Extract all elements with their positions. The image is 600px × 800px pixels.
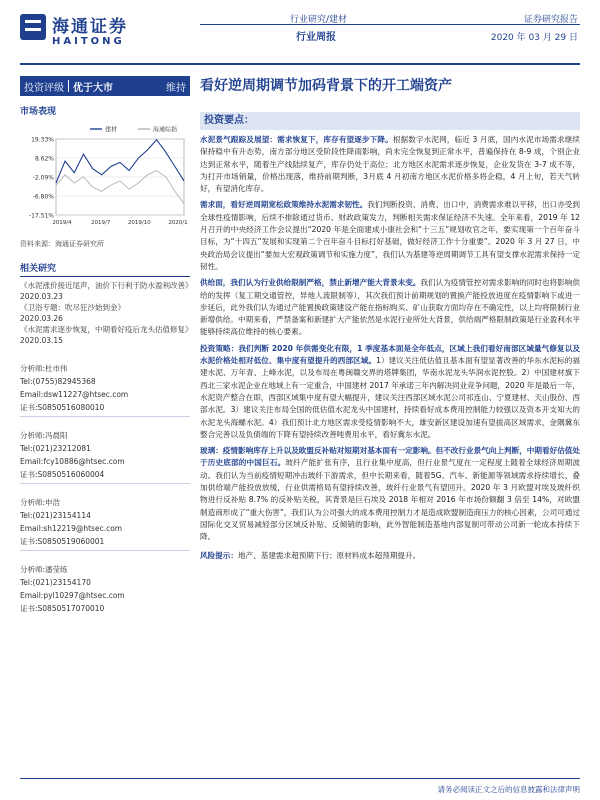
analyst-email[interactable]: Email:dsw11227@htsec.com (20, 390, 129, 399)
related-date-1: 2020.03.23 (20, 292, 63, 301)
analyst-card (20, 429, 190, 484)
analyst-cert: 证书:S0850516080010 (20, 403, 105, 412)
point-lead: 投资策略：我们判断 2020 年供需变化有限，1 季度基本面是全年低点，区域上我们看好南部区域量气修复以及水泥价格处相对低位、集中度有望提升的西部区域。 (200, 343, 580, 366)
y-tick-label: -6.80% (32, 193, 54, 201)
point-cement-outlook (200, 134, 580, 195)
point-lead: 水泥景气跟踪及展望：需求恢复下，库存有望逐步下降。 (200, 135, 393, 144)
y-tick-label: 8.62% (34, 155, 54, 163)
series-line-海通综指 (56, 171, 184, 204)
analyst-email[interactable]: Email:sh12219@htsec.com (20, 524, 123, 533)
related-item-1[interactable]: 《水泥涨价接近尾声，油价下行利于防水盈利改善》 (20, 281, 193, 290)
market-chart-svg (20, 121, 190, 233)
analyst-divider (20, 416, 190, 417)
related-date-3: 2020.03.15 (20, 336, 63, 345)
analyst-divider (20, 550, 190, 551)
analyst-cert: 证书:S0850516060004 (20, 470, 105, 479)
logo-chinese-name: 海通证券 (52, 17, 128, 37)
report-title: 看好逆周期调节加码背景下的开工端资产 (200, 78, 452, 94)
report-header (0, 0, 600, 66)
point-supply (200, 277, 580, 338)
analyst-card (20, 496, 190, 551)
report-subtype: 行业周报 (296, 32, 336, 43)
y-tick-label: -2.09% (32, 174, 54, 182)
x-tick-label: 2019/7 (90, 220, 111, 226)
analyst-cert: 证书:S0850517070010 (20, 604, 105, 613)
haitong-logo (20, 10, 140, 56)
haitong-logo-icon (20, 14, 46, 40)
analyst-email[interactable]: Email:fcy10886@htsec.com (20, 457, 125, 466)
analyst-name: 分析师:冯晨阳 (20, 431, 68, 440)
analyst-cert: 证书:S0850519060001 (20, 537, 105, 546)
footer-disclaimer: 请务必阅读正文之后的信息披露和法律声明 (437, 785, 580, 794)
x-tick-label: 2019/10 (127, 220, 151, 226)
related-list (20, 280, 193, 346)
risk-body: 地产、基建需求超预期下行；原材料成本超预期提升。 (237, 550, 421, 560)
analyst-tel: Tel:(0755)82945368 (20, 377, 96, 386)
rating-bar (20, 76, 190, 96)
y-tick-label: 19.33% (31, 136, 54, 144)
analyst-name: 分析师:杜市伟 (20, 364, 68, 373)
analyst-divider (20, 483, 190, 484)
y-tick-label: -17.51% (28, 212, 54, 220)
point-lead: 玻璃：疫情影响库存上升以及欧盟反补贴对短期对基本面有一定影响。但不改行业景气向上判断，中期看好估值处于历史底部的中国巨石。 (200, 446, 580, 468)
point-strategy (200, 343, 580, 441)
point-demand (200, 199, 580, 273)
main-content (200, 112, 580, 562)
analyst-tel: Tel:(021)23154170 (20, 578, 91, 587)
logo-english-name: HAITONG (52, 36, 125, 47)
x-tick-label: 2019/4 (52, 220, 72, 226)
point-body: 根据数字水泥网，临近 3 月底，国内水泥市场需求继续保持稳中有升态势，南方部分地区受阶段性降雨影响，尚未完全恢复到正常水平，普遍保持在 8-9 成，个别企业达到正常水平，随着生产线陆续复产，库存仍处于高位；北方地区水泥需求逐步恢复，企业发货在 3-7 成不等，为打开市场销量，价格出现落，维持前期判断，3月底 4 月初南方地区水泥价格多将企稳，4 月上旬，若天气转好，有望消化库存。 (200, 135, 581, 194)
analyst-tel: Tel:(021)23154114 (20, 511, 91, 520)
related-date-2: 2020.03.26 (20, 314, 63, 323)
key-points-heading: 投资要点： (200, 112, 580, 130)
header-bottom-rule (20, 63, 580, 65)
legend-label: 建材 (105, 126, 118, 134)
point-body: 1）建议关注低估值且基本面有望显著改善的华东水泥标的福建水泥、万年青、上峰水泥，以及布局在粤闽赣交界的塔牌集团，华南水泥龙头华润水泥控股。2）中国建材旗下西北三家水泥企业在地域上有一定重合，中国建材 2017 年承诺三年内解决同业竞争问题，2020 年是最后一年，水泥资产整合在即，西部区域集中度有望大幅提升，建议关注西部区域水泥公司祁连山、宁夏建材、天山股份、西部水泥。3）建议关注布局全国的低估值水泥龙头中国建材，持续看好成本费用控制能力较强以及资本开支知大的水泥龙头海螺水泥。4）我们预计北方地区需求受疫情影响不大，雄安新区建设加速有望拔高区域需求，金隅冀东整合完善以及负债端的下降有望持续改善吨费用水平，看好冀东水泥。 (200, 356, 581, 439)
x-tick-label: 2020/1 (168, 220, 188, 226)
analyst-list (20, 362, 190, 615)
point-lead: 供给面，我们认为行业供给限制严格，禁止新增产能大背景未变。 (200, 278, 421, 288)
risk-warning (200, 550, 580, 562)
chart-source: 资料来源：海通证券研究所 (20, 240, 104, 248)
related-item-3[interactable]: 《水泥需求逐步恢复，中期看好疫后龙头估值修复》 (20, 325, 193, 334)
legend-label: 海通综指 (153, 126, 178, 134)
market-heading: 市场表现 (20, 107, 57, 117)
analyst-name: 分析师:申浩 (20, 498, 61, 507)
point-lead: 需求面，看好逆周期宽松政策维持水泥需求韧性。 (200, 200, 368, 210)
point-body: 玻纤产能扩张有序，且行业集中度高，但行业景气度在一定程度上随着全球经济周期波动。我们认为当前疫情短期冲击玻纤下游需求，但中长期来看，随着5G、汽车、新能源等领域需求持续增长，叠加供给端产能投放放缓，行业供需格局有望持续改善，玻纤行业景气有望回升。2020 年 3 月欧盟对埃及玻纤织物进行反补贴 8.7% 的反补贴关税，其背景是巨石埃及 2018 年相对 2016 年市场份额翻 3 倍至 14%，对欧盟制造商形成了“重大伤害”，我们认为公司强大的成本费用控制力才是造成欧盟制造商压力的核心因素，公司可通过国际化交叉贸易减轻部分区域反补贴、反倾销的影响，此外智能制造基地内部复制可带动公司新一轮成本持续下降。 (200, 458, 580, 542)
report-category: 行业研究/建材 (290, 15, 348, 25)
analyst-card (20, 362, 190, 417)
related-heading: 相关研究 (20, 261, 190, 277)
point-body: 我们认为疫情管控对需求影响的同时也将影响供给的发挥（复工期交通管控，异地人流限制等），其次我们预计前期规划的置换产能投放进度在疫情影响下或进一步延后，此外我们认为通过产能置换政策建设产能在指标购买、矿山获取方面均存在不确定性，以上均将限制行业新增供给。中期来看，严禁备案和新建扩大产能依然是水泥行业所处大背景，供给端严格限制政策是行业盈利水平能够持续高位维持的核心要素。 (200, 278, 581, 337)
point-glass-fiber (200, 445, 580, 543)
footer-rule (20, 778, 580, 779)
report-date: 2020 年 03 月 29 日 (490, 33, 578, 43)
risk-lead: 风险提示： (200, 550, 238, 560)
analyst-card (20, 563, 190, 615)
rating-label: 投资评级 (24, 82, 64, 94)
analyst-tel: Tel:(021)23212081 (20, 444, 91, 453)
rating-value: 优于大市 (73, 82, 113, 94)
left-sidebar (20, 104, 193, 627)
market-chart (20, 121, 190, 233)
related-item-2[interactable]: 《卫浴专题：吹尽狂沙始到金》 (20, 303, 125, 312)
analyst-email[interactable]: Email:pyl10297@htsec.com (20, 591, 125, 600)
point-body: 我们判断投资、消费、出口中，消费需求难以平移，出口亦受到全球性疫情影响，后续不排除通过货币、财政政策发力，判断相关需求保证经济不失速。全年来看，2019 年 12 月召开的中央经济工作会议提出“2020 年是全面建成小康社会和“十三五”规划收官之年，要实现第一个百年奋斗目标，为“十四五”发展和实现第二个百年奋斗目标打好基础，做好经济工作十分重要”。2020 年 3 月 27 日，中央政治局会议提出“要加大宏观政策调节和实施力度”，我们认为基建等逆周期调节工具有望支撑水泥需求保持一定韧性。 (200, 200, 580, 271)
analyst-name: 分析师:潘莹练 (20, 565, 68, 574)
report-type: 证券研究报告 (523, 15, 578, 25)
rating-keep: 维持 (166, 82, 186, 94)
